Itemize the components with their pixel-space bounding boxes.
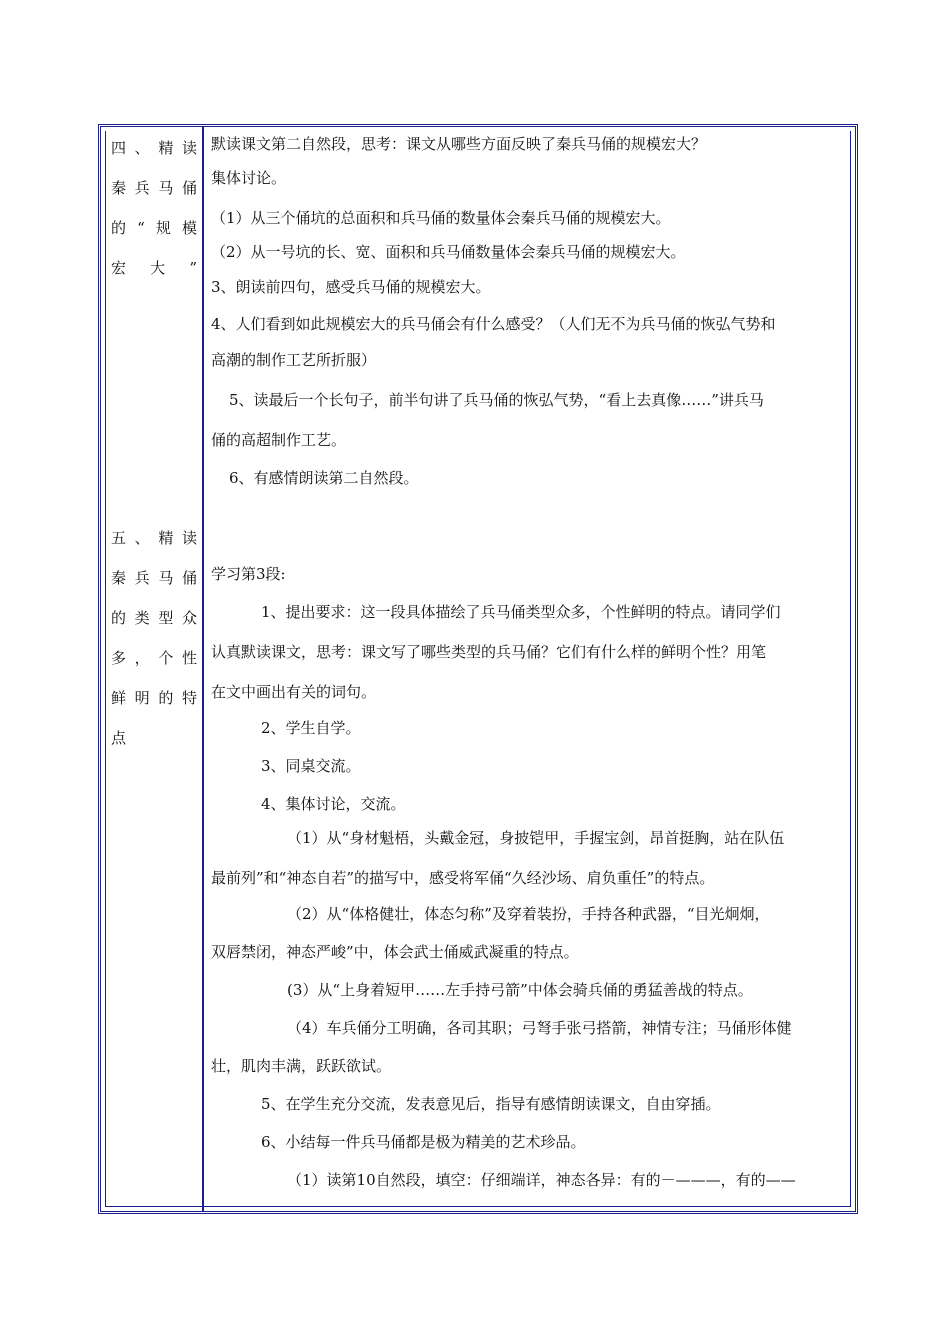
section5-heading-line-1 xyxy=(111,518,197,558)
heading-char: 俑 xyxy=(181,179,197,197)
heading-char: 读 xyxy=(181,529,197,547)
heading-char: 明 xyxy=(134,689,150,707)
heading-char: 、 xyxy=(134,139,150,157)
section5-heading xyxy=(111,518,197,758)
s4-line-1: 默读课文第二自然段，思考：课文从哪些方面反映了秦兵马俑的规模宏大？ xyxy=(211,135,707,153)
heading-char: 精 xyxy=(158,139,174,157)
heading-char: 四 xyxy=(111,139,127,157)
s5-line-13: （4）车兵俑分工明确，各司其职；弓弩手张弓搭箭，神情专注；马俑形体健 xyxy=(287,1019,792,1037)
section5-heading-line-6: 点 xyxy=(111,729,127,747)
s4-line-6: 4、人们看到如此规模宏大的兵马俑会有什么感受？（人们无不为兵马俑的恢弘气势和 xyxy=(211,315,776,333)
heading-char: ” xyxy=(189,259,197,277)
s5-line-16: 6、小结每一件兵马俑都是极为精美的艺术珍品。 xyxy=(261,1133,586,1151)
s4-line-9: 俑的高超制作工艺。 xyxy=(211,431,347,449)
s5-line-1: 学习第3段: xyxy=(211,565,286,583)
heading-char: 众 xyxy=(181,609,197,627)
heading-char: 的 xyxy=(158,689,174,707)
section4-heading-line-3 xyxy=(111,208,197,248)
s5-line-14: 壮，肌肉丰满，跃跃欲试。 xyxy=(211,1057,392,1075)
s5-line-7: 4、集体讨论，交流。 xyxy=(261,795,406,813)
section4-heading-line-4 xyxy=(111,248,197,288)
s5-line-15: 5、在学生充分交流，发表意见后，指导有感情朗读课文，自由穿插。 xyxy=(261,1095,721,1113)
heading-char: 性 xyxy=(181,649,197,667)
s4-line-8: 5、读最后一个长句子，前半句讲了兵马俑的恢弘气势，“看上去真像……”讲兵马 xyxy=(229,391,764,409)
heading-char: 的 xyxy=(111,219,127,237)
heading-char: 类 xyxy=(134,609,150,627)
s5-line-11: 双唇禁闭，神态严峻”中，体会武士俑威武凝重的特点。 xyxy=(211,943,579,961)
heading-char: 读 xyxy=(181,139,197,157)
heading-char: 兵 xyxy=(134,179,150,197)
section5-heading-line-2 xyxy=(111,558,197,598)
heading-char: 型 xyxy=(158,609,174,627)
table-inner-border-left xyxy=(105,131,106,1207)
section5-heading-line-5 xyxy=(111,678,197,718)
s4-line-5: 3、朗读前四句，感受兵马俑的规模宏大。 xyxy=(211,278,491,296)
s5-line-9: 最前列”和“神态自若”的描写中，感受将军俑“久经沙场、肩负重任”的特点。 xyxy=(211,869,715,887)
heading-char: 马 xyxy=(158,179,174,197)
heading-char: “ xyxy=(137,219,145,237)
s5-line-10: （2）从“体格健壮，体态匀称”及穿着装扮，手持各种武器，“目光炯炯， xyxy=(287,905,770,923)
heading-char: 五 xyxy=(111,529,127,547)
s5-line-6: 3、同桌交流。 xyxy=(261,757,361,775)
s4-line-3: （1）从三个俑坑的总面积和兵马俑的数量体会秦兵马俑的规模宏大。 xyxy=(211,209,671,227)
heading-char: 多 xyxy=(111,649,127,667)
heading-char: ， xyxy=(134,649,150,667)
s4-line-7: 高潮的制作工艺所折服） xyxy=(211,351,377,369)
s5-line-3: 认真默读课文，思考：课文写了哪些类型的兵马俑？它们有什么样的鲜明个性？用笔 xyxy=(211,643,767,661)
heading-char: 、 xyxy=(134,529,150,547)
heading-char: 马 xyxy=(158,569,174,587)
heading-char: 鲜 xyxy=(111,689,127,707)
heading-char: 秦 xyxy=(111,179,127,197)
content-column xyxy=(211,127,847,1207)
heading-char: 大 xyxy=(150,259,166,277)
s4-line-4: （2）从一号坑的长、宽、面积和兵马俑数量体会秦兵马俑的规模宏大。 xyxy=(211,243,686,261)
heading-char: 模 xyxy=(181,219,197,237)
heading-char: 秦 xyxy=(111,569,127,587)
s5-line-4: 在文中画出有关的词句。 xyxy=(211,683,377,701)
heading-char: 兵 xyxy=(134,569,150,587)
lesson-plan-table xyxy=(98,124,858,1214)
s5-line-2: 1、提出要求：这一段具体描绘了兵马俑类型众多，个性鲜明的特点。请同学们 xyxy=(261,603,781,621)
section4-heading-line-1 xyxy=(111,128,197,168)
s5-line-8: （1）从“身材魁梧，头戴金冠，身披铠甲，手握宝剑，昂首挺胸，站在队伍 xyxy=(287,829,785,847)
column-divider xyxy=(202,127,204,1211)
s5-line-12: (3）从“上身着短甲……左手持弓箭”中体会骑兵俑的勇猛善战的特点。 xyxy=(287,981,753,999)
heading-char: 规 xyxy=(155,219,171,237)
heading-char: 精 xyxy=(158,529,174,547)
table-inner-border-right xyxy=(850,131,851,1207)
s5-line-17: （1）读第10自然段，填空：仔细端详，神态各异：有的－———，有的—— xyxy=(287,1171,796,1189)
heading-char: 的 xyxy=(111,609,127,627)
s5-line-5: 2、学生自学。 xyxy=(261,719,361,737)
heading-char: 特 xyxy=(181,689,197,707)
section4-heading xyxy=(111,128,197,288)
section5-heading-line-3 xyxy=(111,598,197,638)
s4-line-10: 6、有感情朗读第二自然段。 xyxy=(229,469,419,487)
section5-heading-line-4 xyxy=(111,638,197,678)
heading-char: 俑 xyxy=(181,569,197,587)
s4-line-2: 集体讨论。 xyxy=(211,169,287,187)
heading-char: 宏 xyxy=(111,259,127,277)
heading-char: 个 xyxy=(158,649,174,667)
section4-heading-line-2 xyxy=(111,168,197,208)
